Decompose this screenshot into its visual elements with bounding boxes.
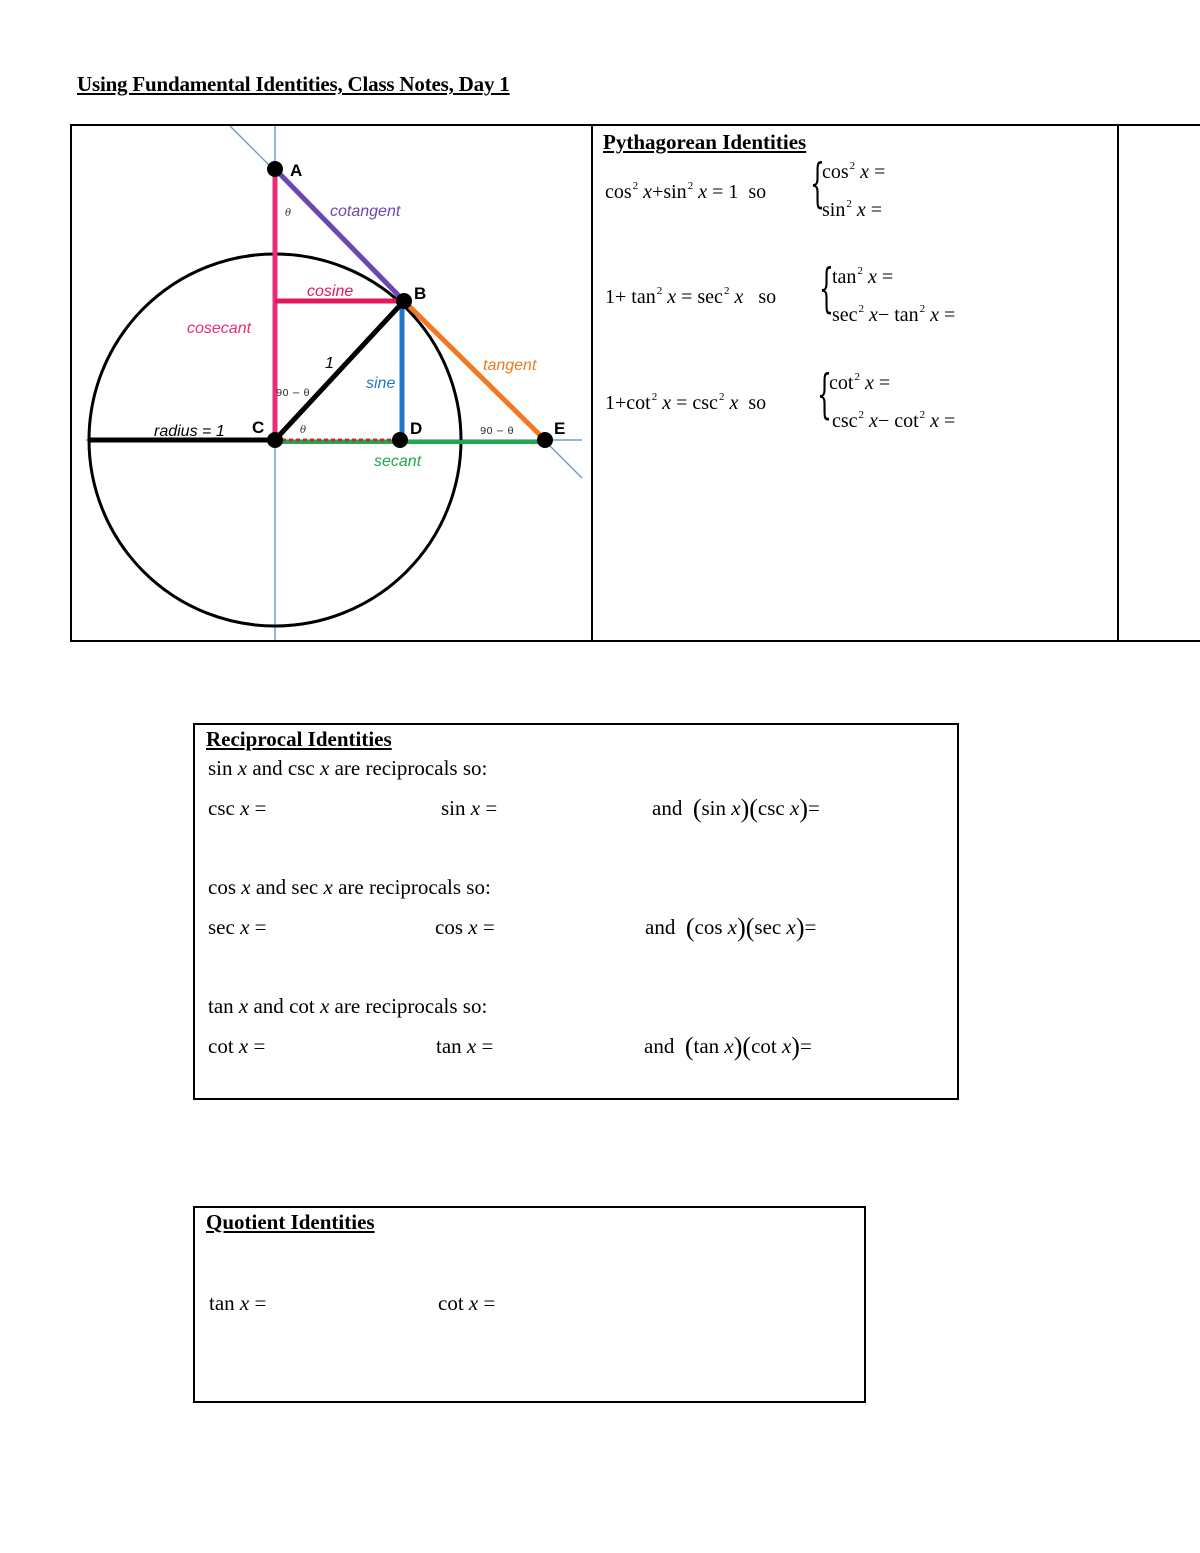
case-line: $\cot^2 x$ = <box>829 371 891 394</box>
label-D: D <box>410 419 423 438</box>
label-one: 1 <box>325 355 334 372</box>
identity-equation: $\cos^2 x+\sin^2$ x = 1 so <box>605 180 767 203</box>
top-table <box>70 124 1200 642</box>
case-line: $\tan^2 x$ = <box>832 265 894 288</box>
reciprocal-product: and (sin x)(csc x)= <box>652 794 820 823</box>
left-brace: { <box>810 154 825 214</box>
reciprocal-equation: cot x = <box>208 1034 266 1058</box>
pythagorean-heading: Pythagorean Identities <box>603 130 807 154</box>
reciprocal-intro: tan x and cot x are reciprocals so: <box>208 994 488 1018</box>
identity-equation: $1+\cot^2$ $x = \csc^2 x$ so <box>605 391 767 414</box>
quotient-identities-box <box>193 1206 866 1403</box>
point-C <box>267 432 283 448</box>
case-line: $\sec^2 x- \tan^2 x$ = <box>832 303 956 326</box>
unit-circle-diagram <box>72 126 592 640</box>
pythagorean-row-1 <box>603 156 1103 236</box>
label-cosine: cosine <box>307 283 354 300</box>
reciprocal-heading: Reciprocal Identities <box>206 727 392 751</box>
pythagorean-row-2 <box>603 261 1103 341</box>
label-radius: radius = 1 <box>154 423 225 440</box>
case-line: $\cos^2 x$ = <box>822 160 886 183</box>
point-B <box>396 293 412 309</box>
label-ninety-minus-theta-left: 90 − θ <box>276 388 310 399</box>
point-E <box>537 432 553 448</box>
case-line: $\sin^2 x$ = <box>822 198 883 221</box>
pythagorean-row-3 <box>603 367 1103 447</box>
case-line: $\csc^2 x- \cot^2 x$ = <box>832 409 956 432</box>
point-D <box>392 432 408 448</box>
label-cosecant: cosecant <box>187 320 252 337</box>
reciprocal-intro: cos x and sec x are reciprocals so: <box>208 875 491 899</box>
identity-equation: $1+ \tan^2 x = \sec^2 x$ so <box>605 285 777 308</box>
reciprocal-equation: cos x = <box>435 915 495 939</box>
label-secant: secant <box>374 453 422 470</box>
label-tangent: tangent <box>483 357 537 374</box>
quotient-equation: cot x = <box>438 1291 496 1315</box>
label-theta-top: θ <box>285 208 292 219</box>
page-title: Using Fundamental Identities, Class Notes, Day 1 <box>77 72 510 96</box>
label-sine: sine <box>366 375 396 392</box>
label-theta-bottom: θ <box>300 425 307 436</box>
reciprocal-product: and (cos x)(sec x)= <box>645 913 817 942</box>
quotient-heading: Quotient Identities <box>206 1210 375 1234</box>
label-A: A <box>290 161 303 180</box>
quotient-equation: tan x = <box>209 1291 267 1315</box>
left-brace: { <box>819 259 834 319</box>
reciprocal-equation: csc x = <box>208 796 267 820</box>
reciprocal-identities-box <box>193 723 959 1100</box>
cotangent-segment <box>275 169 404 301</box>
point-A <box>267 161 283 177</box>
reciprocal-equation: tan x = <box>436 1034 494 1058</box>
label-C: C <box>252 418 265 437</box>
label-E: E <box>554 419 566 438</box>
reciprocal-intro: sin x and csc x are reciprocals so: <box>208 756 488 780</box>
label-B: B <box>414 284 427 303</box>
reciprocal-equation: sec x = <box>208 915 267 939</box>
reciprocal-equation: sin x = <box>441 796 498 820</box>
reciprocal-product: and (tan x)(cot x)= <box>644 1032 812 1061</box>
pythagorean-identities-cell <box>603 126 1123 640</box>
unit-radius-segment <box>275 301 404 440</box>
label-ninety-minus-theta-right: 90 − θ <box>480 426 514 437</box>
label-cotangent: cotangent <box>330 203 401 220</box>
left-brace: { <box>817 365 832 425</box>
